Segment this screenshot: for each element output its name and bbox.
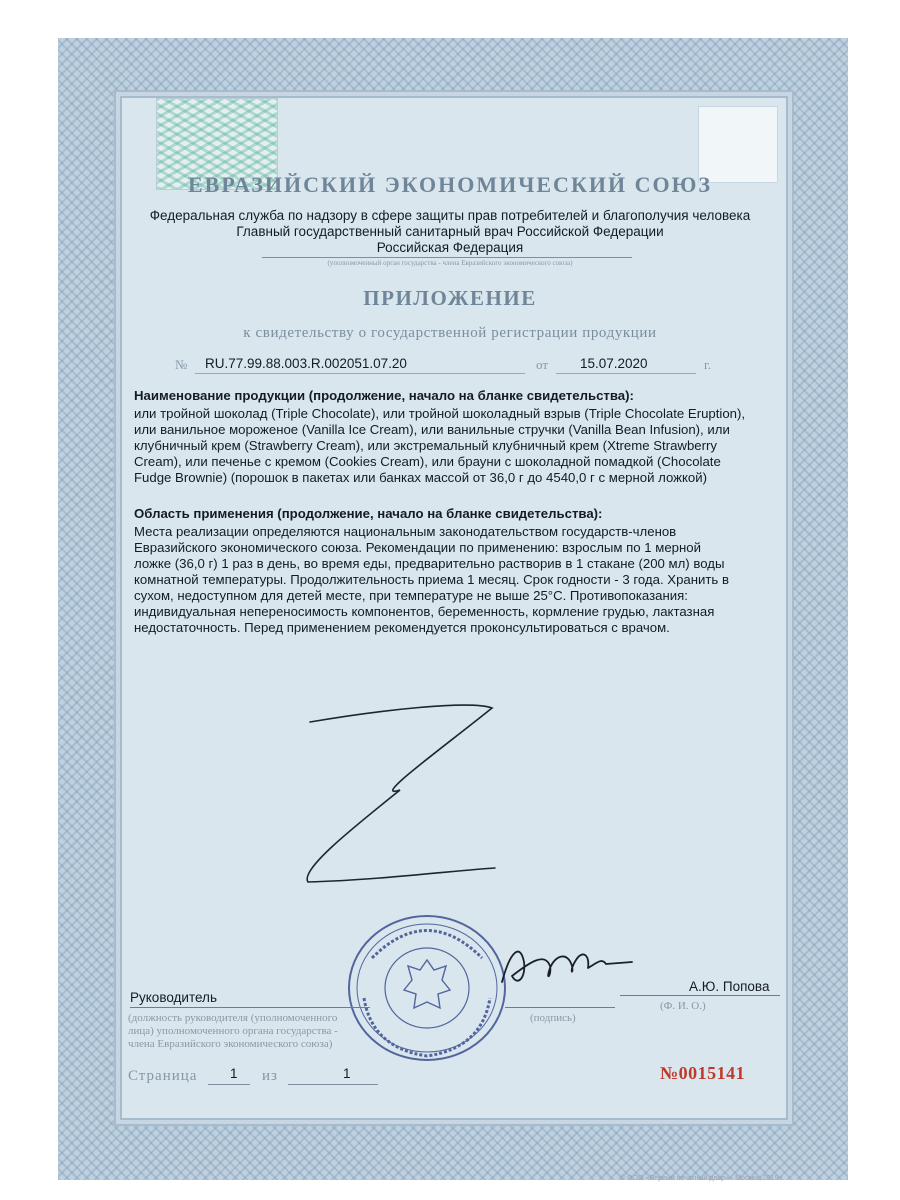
appendix-subtitle: к свидетельству о государственной регистрации продукции bbox=[243, 325, 657, 341]
printer-footnote: © ООО «Первый печатный двор» · Москва, 2019 г. bbox=[620, 1175, 785, 1182]
scope-line: недостаточность. Перед применением рекомендуется проконсультироваться с врачом. bbox=[134, 620, 670, 635]
page-total-underline bbox=[288, 1084, 378, 1085]
scope-section bbox=[134, 506, 794, 636]
name-caption: (Ф. И. О.) bbox=[660, 1000, 706, 1012]
signature-underline bbox=[505, 1007, 615, 1008]
date-underline bbox=[556, 373, 696, 374]
role-underline bbox=[130, 1007, 370, 1008]
product-heading: Наименование продукции (продолжение, начало на бланке свидетельства): bbox=[134, 388, 634, 403]
registration-number: RU.77.99.88.003.R.002051.07.20 bbox=[205, 356, 407, 371]
scope-line: комнатной температуры. Продолжительность приема 1 месяц. Срок годности - 3 года. Хранить в bbox=[134, 572, 729, 587]
number-label: № bbox=[175, 357, 188, 372]
scope-line: ложке (36,0 г) 1 раз в день, во время еды, предварительно растворив в 1 стакане (200 мл) воды bbox=[134, 556, 725, 571]
date-label: от bbox=[536, 357, 549, 372]
page-total: 1 bbox=[343, 1066, 351, 1081]
authority-line-2: Главный государственный санитарный врач Российской Федерации bbox=[236, 224, 664, 239]
appendix-title: ПРИЛОЖЕНИЕ bbox=[363, 286, 537, 310]
serial-number: №0015141 bbox=[660, 1063, 746, 1083]
authority-caption: (уполномоченный орган государства - члена Евразийского экономического союза) bbox=[327, 259, 573, 267]
authority-line-1: Федеральная служба по надзору в сфере защиты прав потребителей и благополучия человека bbox=[149, 208, 751, 223]
product-line: клубничный крем (Strawberry Cream), или экстремальный клубничный крем (Xtreme Strawberry bbox=[134, 438, 717, 453]
z-cancel-mark bbox=[260, 690, 520, 910]
role-caption bbox=[128, 1012, 338, 1051]
scope-line: Места реализации определяются национальным законодательством государств-членов bbox=[134, 524, 677, 539]
scope-line: Евразийского экономического союза. Рекомендации по применению: взрослым по 1 мерной bbox=[134, 540, 701, 555]
page-of-label: из bbox=[262, 1068, 278, 1084]
scope-heading: Область применения (продолжение, начало на бланке свидетельства): bbox=[134, 506, 603, 521]
registration-date: 15.07.2020 bbox=[580, 356, 648, 371]
product-line: или ванильное мороженое (Vanilla Ice Cream), или ванильные стручки (Vanilla Bean Infusion), или bbox=[134, 422, 730, 437]
union-title: ЕВРАЗИЙСКИЙ ЭКОНОМИЧЕСКИЙ СОЮЗ bbox=[187, 172, 713, 197]
role-caption-line: члена Евразийского экономического союза) bbox=[128, 1038, 333, 1050]
signatory-role: Руководитель bbox=[130, 990, 217, 1005]
signature-caption: (подпись) bbox=[530, 1012, 576, 1024]
signatory-name: А.Ю. Попова bbox=[689, 979, 770, 994]
scope-line: индивидуальная непереносимость компонентов, беременность, кормление грудью, лактазная bbox=[134, 604, 715, 619]
year-suffix: г. bbox=[704, 357, 712, 372]
product-section bbox=[134, 388, 794, 486]
authority-line-3: Российская Федерация bbox=[376, 240, 524, 255]
role-caption-line: (должность руководителя (уполномоченного bbox=[128, 1012, 338, 1024]
official-stamp bbox=[342, 908, 512, 1068]
authority-underline bbox=[262, 257, 632, 258]
name-underline bbox=[620, 995, 780, 996]
product-line: Fudge Brownie) (порошок в пакетах или банках массой от 36,0 г до 4540,0 г с мерной ложкой) bbox=[134, 470, 708, 485]
page-current: 1 bbox=[230, 1066, 238, 1081]
product-line: Cream), или печенье с кремом (Cookies Cream), или брауни с шоколадной помадкой (Chocolate bbox=[134, 454, 721, 469]
page-current-underline bbox=[208, 1084, 250, 1085]
page-label: Страница bbox=[128, 1068, 198, 1084]
role-caption-line: лица) уполномоченного органа государства - bbox=[128, 1025, 338, 1037]
product-line: или тройной шоколад (Triple Chocolate), или тройной шоколадный взрыв (Triple Chocolate Eruption), bbox=[134, 406, 746, 421]
handwritten-signature bbox=[490, 932, 650, 1002]
number-underline bbox=[195, 373, 525, 374]
scope-line: сухом, недоступном для детей месте, при температуре не выше 25°C. Противопоказания: bbox=[134, 588, 688, 603]
